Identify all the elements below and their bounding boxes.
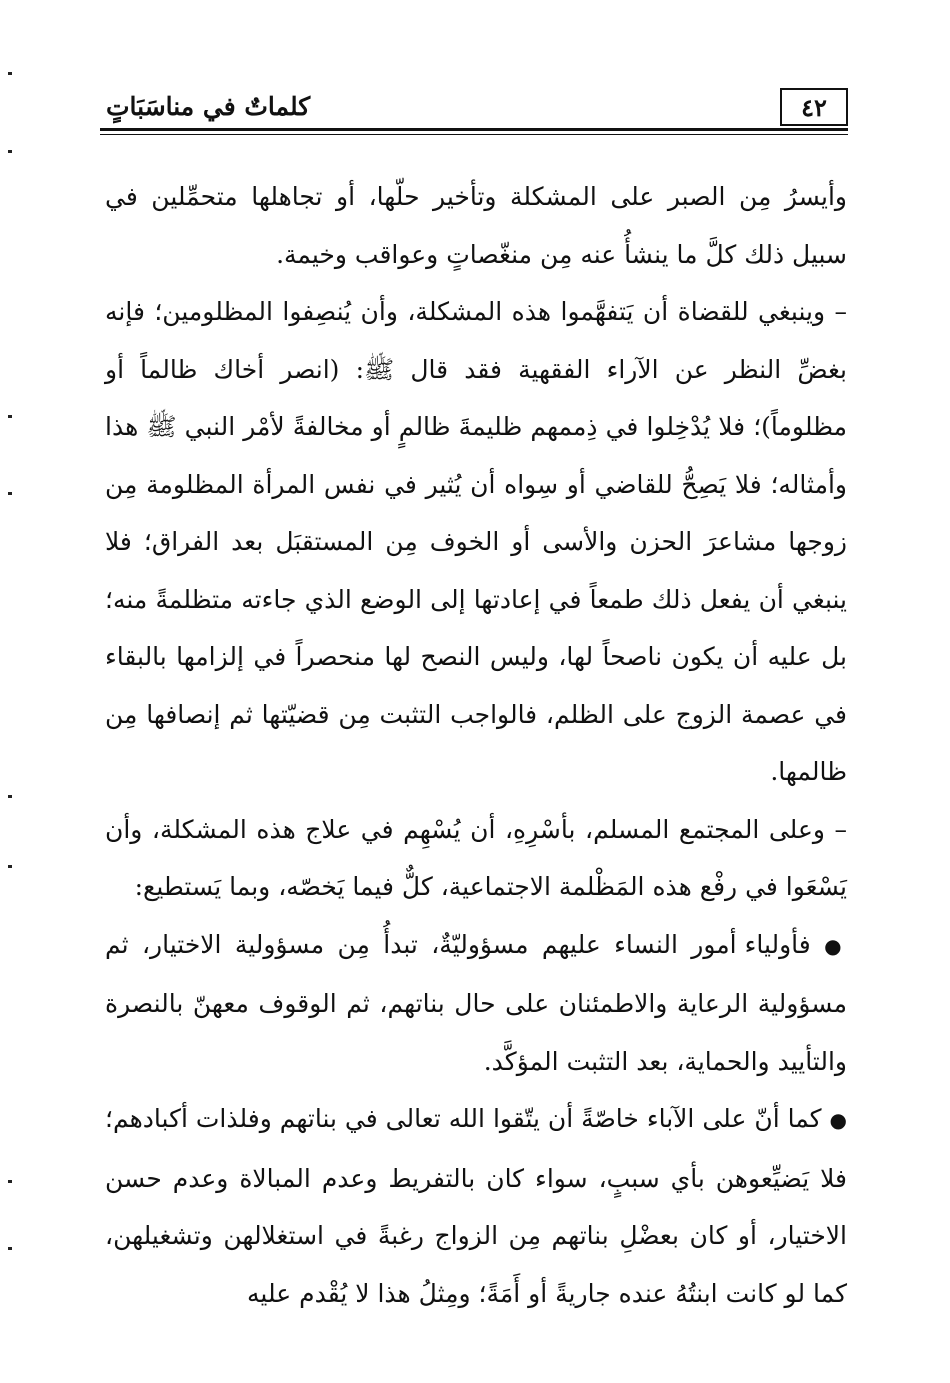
- scan-mark: [8, 415, 12, 418]
- paragraph: – وعلى المجتمع المسلم، بأسْرِهِ، أن يُسْهِم في علاج هذه المشكلة، وأن يَسْعَوا في رفْع هذه المَظْلمة الاجتماعية، كلٌّ فيما يَخصّه، وبما يَستطيع:: [105, 814, 847, 901]
- bullet-item: [105, 1090, 847, 1322]
- bullet-item: [105, 916, 847, 1091]
- running-title: كلماتٌ في مناسَبَاتٍ: [106, 92, 311, 121]
- page-number-box: [780, 88, 848, 126]
- scan-mark: [8, 1180, 12, 1183]
- scan-mark: [8, 795, 12, 798]
- page-header: [100, 88, 848, 136]
- scan-mark: [8, 72, 12, 75]
- bullet-text: كما أنّ على الآباء خاصّةً أن يتّقوا الله تعالى في بناتهم وفلذات أكبادهم؛ فلا يَضيِّعوهن بأي سببٍ، سواء كان بالتفريط وعدم المبالاة وعدم حسن الاختيار، أو كان بعضْلِ بناتهم مِن الزواج رغبةً في استغلالهن وتشغيلهن، كما لو كانت ابنتُهُ عنده جاريةً أو أَمَةً؛ ومِثلُ هذا لا يُقْدم عليه: [105, 1104, 847, 1308]
- header-rule-thick: [100, 128, 848, 131]
- header-rule-thin: [100, 134, 848, 135]
- body-text: [105, 168, 847, 1322]
- bullet-icon: ●: [824, 933, 847, 958]
- scan-mark: [8, 492, 12, 495]
- page-number: ٤٢: [801, 92, 827, 122]
- bullet-icon: ●: [829, 1108, 847, 1132]
- paragraph: وأيسرُ مِن الصبر على المشكلة وتأخير حلّها، أو تجاهلها متحمِّلين في سبيل ذلك كلَّ ما ينشأُ عنه مِن منغّصاتٍ وعواقب وخيمة.: [105, 182, 847, 269]
- scan-mark: [8, 865, 12, 868]
- scan-mark: [8, 1247, 12, 1250]
- paragraph: – وينبغي للقضاة أن يَتفهَّموا هذه المشكلة، وأن يُنصِفوا المظلومين؛ فإنه بغضِّ النظر عن الآراء الفقهية فقد قال ﷺ: (انصر أخاك ظالماً أو مظلوماً)؛ فلا يُدْخِلوا في ذِممهم ظليمةَ ظالمٍ أو مخالفةً لأمْر النبي ﷺ هذا وأمثاله؛ فلا يَصِحُّ للقاضي أو سِواه أن يُثير في نفس المرأة المظلومة مِن زوجها مشاعرَ الحزن والأسى أو الخوف مِن المستقبَل بعد الفراق؛ فلا ينبغي أن يفعل ذلك طمعاً في إعادتها إلى الوضع الذي جاءته متظلمةً منه؛ بل عليه أن يكون ناصحاً لها، وليس النصح لها منحصراً في إلزامها بالبقاء في عصمة الزوج على الظلم، فالواجب التثبت مِن قضيّتها ثم إنصافها مِن ظالمها.: [105, 297, 847, 786]
- scan-mark: [8, 150, 12, 153]
- bullet-text: فأولياء أمور النساء عليهم مسؤوليّةٌ، تبدأُ مِن مسؤولية الاختيار، ثم مسؤولية الرعاية والاطمئنان على حال بناتهم، ثم الوقوف معهنّ بالنصرة والتأييد والحماية، بعد التثبت المؤكَّد.: [105, 929, 847, 1076]
